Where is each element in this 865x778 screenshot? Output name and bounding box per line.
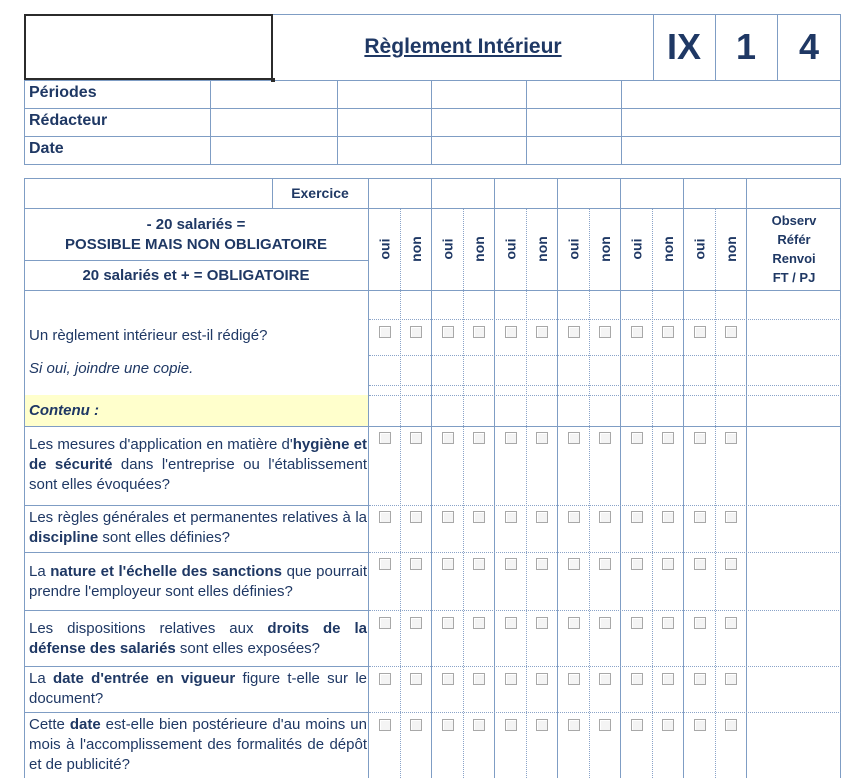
document-title: Règlement Intérieur xyxy=(364,35,562,58)
grid-line xyxy=(369,666,841,667)
checkbox-discipline-oui-3[interactable] xyxy=(505,511,517,523)
grid-line xyxy=(24,505,369,506)
checkbox-date-posterieure-oui-4[interactable] xyxy=(568,719,580,731)
criteria-line-2: POSSIBLE MAIS NON OBLIGATOIRE xyxy=(65,236,327,253)
column-oui-label xyxy=(369,209,399,289)
checkbox-date-posterieure-oui-1[interactable] xyxy=(379,719,391,731)
column-non-label xyxy=(401,209,431,289)
checkbox-sanctions-oui-3[interactable] xyxy=(505,558,517,570)
checkbox-date-posterieure-oui-6[interactable] xyxy=(694,719,706,731)
oui-text: oui xyxy=(691,238,707,260)
checkbox-hygiene-oui-3[interactable] xyxy=(505,432,517,444)
criteria-mandatory: 20 salariés et + = OBLIGATOIRE xyxy=(82,267,310,284)
checkbox-reglement-non-1[interactable] xyxy=(410,326,422,338)
column-oui-label xyxy=(558,209,588,289)
code-section: 1 xyxy=(735,26,757,67)
header-table xyxy=(24,14,841,165)
checkbox-hygiene-oui-2[interactable] xyxy=(442,432,454,444)
checkbox-sanctions-oui-5[interactable] xyxy=(631,558,643,570)
checkbox-discipline-oui-5[interactable] xyxy=(631,511,643,523)
non-text: non xyxy=(597,236,613,262)
checkbox-droits-defense-oui-5[interactable] xyxy=(631,617,643,629)
grid-line xyxy=(715,208,716,778)
checkbox-reglement-non-4[interactable] xyxy=(599,326,611,338)
non-text: non xyxy=(660,236,676,262)
grid-line xyxy=(463,208,464,778)
non-text: non xyxy=(408,236,424,262)
column-oui-label xyxy=(495,209,525,289)
column-non-label xyxy=(527,209,557,289)
non-text: non xyxy=(723,236,739,262)
contenu-label: Contenu : xyxy=(29,402,99,419)
checkbox-hygiene-oui-4[interactable] xyxy=(568,432,580,444)
grid-line xyxy=(369,505,841,506)
checkbox-date-vigueur-non-1[interactable] xyxy=(410,673,422,685)
checkbox-date-posterieure-non-3[interactable] xyxy=(536,719,548,731)
grid-line xyxy=(369,552,841,553)
checkbox-reglement-non-6[interactable] xyxy=(725,326,737,338)
observ-header xyxy=(747,209,841,289)
checklist-table xyxy=(24,178,841,778)
checkbox-date-vigueur-non-2[interactable] xyxy=(473,673,485,685)
checkbox-date-posterieure-non-4[interactable] xyxy=(599,719,611,731)
checkbox-discipline-oui-1[interactable] xyxy=(379,511,391,523)
oui-text: oui xyxy=(376,238,392,260)
checkbox-sanctions-oui-4[interactable] xyxy=(568,558,580,570)
checkbox-sanctions-non-5[interactable] xyxy=(662,558,674,570)
checkbox-droits-defense-non-1[interactable] xyxy=(410,617,422,629)
checkbox-reglement-oui-1[interactable] xyxy=(379,326,391,338)
observ-line-1: Observ xyxy=(771,213,817,228)
label-periodes: Périodes xyxy=(29,84,97,101)
checkbox-discipline-oui-2[interactable] xyxy=(442,511,454,523)
grid-line xyxy=(24,178,841,179)
checkbox-hygiene-oui-1[interactable] xyxy=(379,432,391,444)
non-text: non xyxy=(534,236,550,262)
label-redacteur: Rédacteur xyxy=(29,112,108,129)
question-sanctions: La nature et l'échelle des sanctions que pourrait prendre l'employeur sont elles définies? xyxy=(29,563,367,600)
checkbox-sanctions-non-2[interactable] xyxy=(473,558,485,570)
oui-text: oui xyxy=(502,238,518,260)
checkbox-reglement-non-3[interactable] xyxy=(536,326,548,338)
grid-line xyxy=(400,208,401,778)
checkbox-sanctions-non-4[interactable] xyxy=(599,558,611,570)
question-hygiene: Les mesures d'application en matière d'hygiène et de sécurité dans l'entreprise ou l'établissement sont elles évoquées? xyxy=(29,436,368,493)
grid-line xyxy=(369,319,841,320)
question-date-vigueur: La date d'entrée en vigueur figure t-elle sur le document? xyxy=(29,670,368,707)
grid-line xyxy=(652,208,653,778)
criteria-optional xyxy=(24,209,368,261)
checkbox-droits-defense-non-2[interactable] xyxy=(473,617,485,629)
checkbox-droits-defense-oui-1[interactable] xyxy=(379,617,391,629)
checkbox-sanctions-oui-1[interactable] xyxy=(379,558,391,570)
criteria-line-1: - 20 salariés = xyxy=(146,216,246,233)
checkbox-date-posterieure-oui-3[interactable] xyxy=(505,719,517,731)
checkbox-hygiene-non-4[interactable] xyxy=(599,432,611,444)
checkbox-sanctions-oui-2[interactable] xyxy=(442,558,454,570)
checkbox-hygiene-non-3[interactable] xyxy=(536,432,548,444)
checkbox-date-posterieure-non-5[interactable] xyxy=(662,719,674,731)
checkbox-date-vigueur-oui-6[interactable] xyxy=(694,673,706,685)
checkbox-date-posterieure-oui-5[interactable] xyxy=(631,719,643,731)
checkbox-discipline-non-4[interactable] xyxy=(599,511,611,523)
grid-line xyxy=(369,610,841,611)
oui-text: oui xyxy=(439,238,455,260)
grid-line xyxy=(369,712,841,713)
checkbox-date-vigueur-oui-1[interactable] xyxy=(379,673,391,685)
checkbox-reglement-non-2[interactable] xyxy=(473,326,485,338)
checkbox-hygiene-oui-6[interactable] xyxy=(694,432,706,444)
checkbox-sanctions-non-3[interactable] xyxy=(536,558,548,570)
checkbox-droits-defense-non-5[interactable] xyxy=(662,617,674,629)
checkbox-reglement-non-5[interactable] xyxy=(662,326,674,338)
checkbox-droits-defense-non-3[interactable] xyxy=(536,617,548,629)
checkbox-hygiene-non-2[interactable] xyxy=(473,432,485,444)
oui-text: oui xyxy=(565,238,581,260)
checkbox-droits-defense-oui-6[interactable] xyxy=(694,617,706,629)
question-reglement: Un règlement intérieur est-il rédigé? xyxy=(29,327,268,344)
checkbox-sanctions-non-1[interactable] xyxy=(410,558,422,570)
column-non-label xyxy=(653,209,683,289)
grid-line xyxy=(589,208,590,778)
checkbox-discipline-non-2[interactable] xyxy=(473,511,485,523)
observ-line-2: Référ xyxy=(777,232,811,247)
checkbox-date-vigueur-non-6[interactable] xyxy=(725,673,737,685)
checkbox-droits-defense-non-4[interactable] xyxy=(599,617,611,629)
checkbox-date-posterieure-non-6[interactable] xyxy=(725,719,737,731)
grid-line xyxy=(24,552,369,553)
observ-line-4: FT / PJ xyxy=(772,270,816,285)
grid-line xyxy=(24,426,841,427)
checkbox-date-posterieure-oui-2[interactable] xyxy=(442,719,454,731)
checkbox-droits-defense-oui-4[interactable] xyxy=(568,617,580,629)
checkbox-discipline-oui-4[interactable] xyxy=(568,511,580,523)
grid-line xyxy=(24,666,369,667)
column-oui-label xyxy=(621,209,651,289)
grid-line xyxy=(369,395,841,396)
checkbox-date-vigueur-non-4[interactable] xyxy=(599,673,611,685)
question-date-posterieure: Cette date est-elle bien postérieure d'au moins un mois à l'accomplissement des formalités de dépôt et de publicité? xyxy=(29,716,367,773)
checkbox-reglement-oui-4[interactable] xyxy=(568,326,580,338)
checkbox-date-vigueur-oui-5[interactable] xyxy=(631,673,643,685)
checkbox-droits-defense-oui-2[interactable] xyxy=(442,617,454,629)
code-chapter: IX xyxy=(666,26,701,67)
checkbox-date-vigueur-non-5[interactable] xyxy=(662,673,674,685)
checkbox-discipline-non-5[interactable] xyxy=(662,511,674,523)
checkbox-reglement-oui-3[interactable] xyxy=(505,326,517,338)
checkbox-hygiene-non-6[interactable] xyxy=(725,432,737,444)
checkbox-reglement-oui-5[interactable] xyxy=(631,326,643,338)
grid-line xyxy=(369,355,841,356)
grid-line xyxy=(24,290,841,291)
column-non-label xyxy=(464,209,494,289)
checkbox-date-vigueur-oui-3[interactable] xyxy=(505,673,517,685)
grid-line xyxy=(369,385,841,386)
checkbox-discipline-non-6[interactable] xyxy=(725,511,737,523)
checkbox-hygiene-non-1[interactable] xyxy=(410,432,422,444)
question-note: Si oui, joindre une copie. xyxy=(29,360,194,377)
checkbox-hygiene-non-5[interactable] xyxy=(662,432,674,444)
observ-line-3: Renvoi xyxy=(772,251,816,266)
checkbox-discipline-non-3[interactable] xyxy=(536,511,548,523)
checkbox-sanctions-non-6[interactable] xyxy=(725,558,737,570)
checkbox-date-posterieure-non-1[interactable] xyxy=(410,719,422,731)
non-text: non xyxy=(471,236,487,262)
checkbox-reglement-oui-2[interactable] xyxy=(442,326,454,338)
grid-line xyxy=(526,208,527,778)
column-non-label xyxy=(716,209,746,289)
code-page: 4 xyxy=(798,26,820,67)
question-droits-defense: Les dispositions relatives aux droits de la défense des salariés sont elles exposées? xyxy=(29,620,367,657)
exercice-label: Exercice xyxy=(291,184,349,201)
checkbox-sanctions-oui-6[interactable] xyxy=(694,558,706,570)
checkbox-droits-defense-non-6[interactable] xyxy=(725,617,737,629)
checkbox-date-vigueur-oui-2[interactable] xyxy=(442,673,454,685)
checkbox-droits-defense-oui-3[interactable] xyxy=(505,617,517,629)
column-oui-label xyxy=(684,209,714,289)
oui-text: oui xyxy=(628,238,644,260)
checkbox-date-vigueur-oui-4[interactable] xyxy=(568,673,580,685)
logo-placeholder xyxy=(24,14,273,80)
checkbox-discipline-oui-6[interactable] xyxy=(694,511,706,523)
grid-line xyxy=(24,610,369,611)
column-oui-label xyxy=(432,209,462,289)
checkbox-date-posterieure-non-2[interactable] xyxy=(473,719,485,731)
checkbox-discipline-non-1[interactable] xyxy=(410,511,422,523)
question-discipline: Les règles générales et permanentes relatives à la discipline sont elles définies? xyxy=(29,509,367,546)
checkbox-reglement-oui-6[interactable] xyxy=(694,326,706,338)
label-date: Date xyxy=(29,140,64,157)
checkbox-hygiene-oui-5[interactable] xyxy=(631,432,643,444)
checkbox-date-vigueur-non-3[interactable] xyxy=(536,673,548,685)
grid-line xyxy=(24,712,369,713)
column-non-label xyxy=(590,209,620,289)
